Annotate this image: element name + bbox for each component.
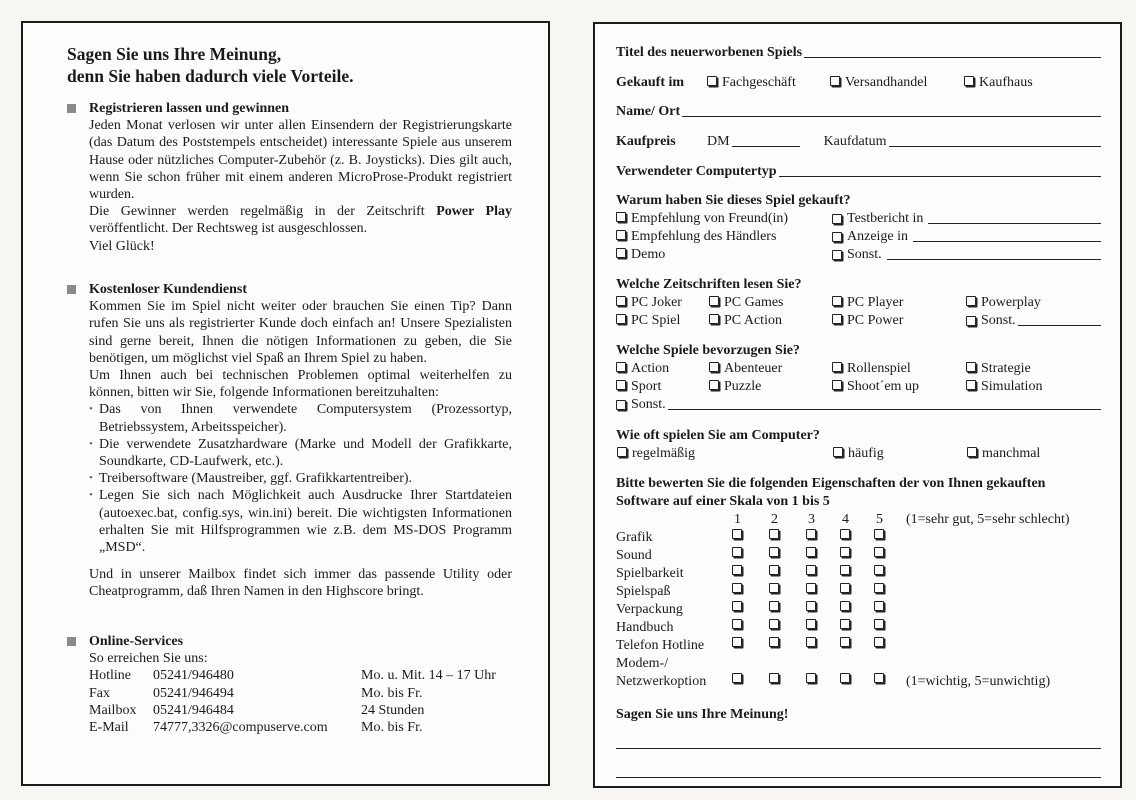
checkbox-icon[interactable]	[840, 565, 850, 575]
name-city-field[interactable]: Name/ Ort	[616, 103, 1101, 121]
list-item: • Treibersoftware (Maustreiber, ggf. Grafikkartentreiber).	[89, 470, 512, 487]
checkbox-fachgeschaeft[interactable]: Fachgeschäft	[707, 74, 830, 92]
checkbox-icon[interactable]	[616, 212, 626, 222]
checkbox-icon[interactable]	[840, 547, 850, 557]
checkbox-icon[interactable]	[616, 362, 626, 372]
checkbox-icon[interactable]	[769, 673, 779, 683]
checkbox-icon[interactable]	[806, 601, 816, 611]
checkbox-icon[interactable]	[709, 314, 719, 324]
checkbox-icon[interactable]	[874, 673, 884, 683]
checkbox-icon[interactable]	[732, 565, 742, 575]
checkbox-pc-games[interactable]: PC Games	[709, 294, 832, 312]
checkbox-icon[interactable]	[806, 583, 816, 593]
section-title: Kostenloser Kundendienst	[89, 282, 248, 297]
checkbox-icon[interactable]	[840, 583, 850, 593]
checkbox-pc-spiel[interactable]: PC Spiel	[616, 312, 709, 330]
opinion-section: Sagen Sie uns Ihre Meinung!	[616, 706, 1101, 778]
info-heading: Sagen Sie uns Ihre Meinung, denn Sie haben dadurch viele Vorteile.	[67, 44, 354, 86]
checkbox-icon[interactable]	[616, 248, 626, 258]
underline-input[interactable]	[682, 116, 1101, 117]
checkbox-powerplay[interactable]: Powerplay	[966, 294, 1101, 312]
checkbox-icon[interactable]	[840, 637, 850, 647]
rating-table: Bitte bewerten Sie die folgenden Eigenschaften der von Ihnen gekauften Software auf einer Skala von 1 bis 5 1 2 3 4 5 (1=sehr gut, 5=sehr schlecht) Grafik Sound Spielbarkeit Spielspaß Verpackung Handbuch Telefon Hotline Modem-/ Netzwerkoption (1=wichtig, 5=unwichtig)	[616, 475, 1101, 691]
checkbox-icon[interactable]	[966, 316, 976, 326]
checkbox-icon[interactable]	[874, 619, 884, 629]
genres-group: Welche Spiele bevorzugen Sie? Action Abenteuer Rollenspiel Strategie Sport Puzzle Shoot´em up Simulation Sonst.	[616, 342, 1101, 414]
section-title: Registrieren lassen und gewinnen	[89, 101, 290, 116]
checkbox-icon[interactable]	[966, 380, 976, 390]
checkbox-icon[interactable]	[616, 230, 626, 240]
checkbox-icon[interactable]	[709, 296, 719, 306]
checkbox-icon[interactable]	[806, 529, 816, 539]
section-online: Online-Services So erreichen Sie uns: Hotline 05241/946480 Mo. u. Mit. 14 – 17 Uhr Fax 05241/946494 Mo. bis Fr. Mailbox 05241/946484 24 Stunden E-Mail 74777,3326@compuserve.com Mo. bis Fr.	[67, 633, 512, 736]
checkbox-abenteuer[interactable]: Abenteuer	[709, 360, 832, 378]
checkbox-icon[interactable]	[832, 314, 842, 324]
checkbox-icon[interactable]	[840, 601, 850, 611]
checkbox-icon[interactable]	[840, 529, 850, 539]
checkbox-icon[interactable]	[732, 601, 742, 611]
checkbox-icon[interactable]	[840, 673, 850, 683]
checkbox-icon[interactable]	[769, 583, 779, 593]
game-title-input[interactable]	[804, 57, 1101, 58]
frequency-group: Wie oft spielen Sie am Computer? regelmäßig häufig manchmal	[616, 427, 1101, 463]
square-bullet-icon	[67, 104, 76, 113]
checkbox-icon[interactable]	[616, 296, 626, 306]
checkbox-icon[interactable]	[874, 583, 884, 593]
game-title-field[interactable]: Titel des neuerworbenen Spiels	[616, 44, 1101, 62]
checkbox-haeufig[interactable]: häufig	[833, 445, 967, 463]
rating-row-verpackung: Verpackung	[616, 601, 1101, 619]
info-panel	[21, 21, 550, 786]
checkbox-pc-power[interactable]: PC Power	[832, 312, 966, 330]
checkbox-icon[interactable]	[806, 637, 816, 647]
opinion-line-1[interactable]	[616, 730, 1101, 749]
checkbox-icon[interactable]	[617, 447, 627, 457]
checkbox-icon[interactable]	[709, 362, 719, 372]
checkbox-kaufhaus[interactable]: Kaufhaus	[964, 74, 1033, 92]
section-register: Registrieren lassen und gewinnen Jeden Monat verlosen wir unter allen Einsendern der Registrierungskarte (das Datum des Poststempels entscheidet) interessante Spiele aus unserem Hause oder nützliches Computer-Zubehör (z. B. Joysticks). Dies gilt auch, wenn Sie schon früher mit einem anderen MicroProse-Produkt registriert wurden. Die Gewinner werden regelmäßig in der Zeitschrift Power Play veröffentlicht. Der Rechtsweg ist ausgeschlossen. Viel Glück!	[67, 100, 512, 255]
checkbox-icon[interactable]	[732, 547, 742, 557]
checkbox-sport[interactable]: Sport	[616, 378, 709, 396]
checkbox-icon[interactable]	[806, 547, 816, 557]
bought-in-group: Gekauft im Fachgeschäft Versandhandel Kaufhaus	[616, 75, 1033, 90]
rating-row-hotline: Telefon Hotline	[616, 637, 1101, 655]
checkbox-shootemup[interactable]: Shoot´em up	[832, 378, 966, 396]
checkbox-icon[interactable]	[732, 673, 742, 683]
email-link[interactable]: 74777,3326@compuserve.com	[153, 720, 328, 736]
rating-row-grafik: Grafik	[616, 529, 1101, 547]
checkbox-icon[interactable]	[967, 447, 977, 457]
checkbox-icon[interactable]	[709, 380, 719, 390]
checkbox-pc-joker[interactable]: PC Joker	[616, 294, 709, 312]
checkbox-icon[interactable]	[874, 547, 884, 557]
registration-form	[593, 22, 1122, 788]
magazines-group: Welche Zeitschriften lesen Sie? PC Joker PC Games PC Player Powerplay PC Spiel PC Action PC Power Sonst.	[616, 276, 1101, 330]
checkbox-icon[interactable]	[769, 547, 779, 557]
rating-row-netzwerk: Netzwerkoption (1=wichtig, 5=unwichtig)	[616, 674, 1051, 689]
checkbox-icon[interactable]	[732, 637, 742, 647]
square-bullet-icon	[67, 637, 76, 646]
checkbox-icon[interactable]	[832, 232, 842, 242]
checkbox-icon[interactable]	[874, 565, 884, 575]
checkbox-icon[interactable]	[832, 296, 842, 306]
section-support: Kostenloser Kundendienst Kommen Sie im Spiel nicht weiter oder brauchen Sie einen Tip? Dann rufen Sie uns als registrierter Kunde doch einfach an! Unsere Spezialisten sind gerne bereit, Ihnen die nötigen Informationen zu geben, die Sie benötigen, um möglichst viel Spaß an Ihrem Spiel zu haben. Um Ihnen auch bei technischen Problemen optimal weiterhelfen zu können, bitten wir Sie, folgende Informationen bereitzuhalten: • Das von Ihnen verwendete Computersystem (Prozessortyp, Betriebssystem, Arbeitsspeicher). • Die verwendete Zusatzhardware (Marke und Modell der Grafikkarte, Soundkarte, CD-Laufwerk, etc.). • Treibersoftware (Maustreiber, ggf. Grafikkartentreiber). • Legen Sie sich nach Möglichkeit auch Ausdrucke Ihrer Startdateien (autoexec.bat, config.sys, win.ini) bereit. Die wichtigsten Informationen erhalten Sie mit Hilfsprogrammen wie z.B. dem MS-DOS Programm „MSD“. Und in unserer Mailbox findet sich immer das passende Utility oder Cheatprogramm, daß Ihren Namen in den Highscore bringt.	[67, 281, 512, 601]
computer-type-field[interactable]: Verwendeter Computertyp	[616, 163, 1101, 181]
requirements-list	[89, 401, 512, 556]
underline-input[interactable]	[887, 259, 1101, 260]
checkbox-haendler[interactable]: Empfehlung des Händlers	[616, 228, 832, 246]
checkbox-rollenspiel[interactable]: Rollenspiel	[832, 360, 966, 378]
square-bullet-icon	[67, 285, 76, 294]
checkbox-action[interactable]: Action	[616, 360, 709, 378]
checkbox-icon[interactable]	[964, 76, 974, 86]
rating-row-handbuch: Handbuch	[616, 619, 1101, 637]
section-title: Online-Services	[89, 634, 184, 649]
checkbox-manchmal[interactable]: manchmal	[967, 445, 1101, 463]
checkbox-versandhandel[interactable]: Versandhandel	[830, 74, 964, 92]
checkbox-anzeige[interactable]: Anzeige in	[832, 228, 1101, 246]
checkbox-demo[interactable]: Demo	[616, 246, 832, 264]
checkbox-icon[interactable]	[806, 673, 816, 683]
checkbox-icon[interactable]	[832, 214, 842, 224]
checkbox-icon[interactable]	[966, 296, 976, 306]
checkbox-icon[interactable]	[874, 601, 884, 611]
list-item: • Das von Ihnen verwendete Computersystem (Prozessortyp, Betriebssystem, Arbeitsspeicher).	[89, 401, 512, 435]
checkbox-pc-action[interactable]: PC Action	[709, 312, 832, 330]
checkbox-puzzle[interactable]: Puzzle	[709, 378, 832, 396]
checkbox-icon[interactable]	[769, 601, 779, 611]
checkbox-regelmaessig[interactable]: regelmäßig	[617, 445, 833, 463]
opinion-line-2[interactable]	[616, 759, 1101, 778]
checkbox-icon[interactable]	[806, 565, 816, 575]
checkbox-icon[interactable]	[616, 400, 626, 410]
checkbox-icon[interactable]	[832, 250, 842, 260]
checkbox-icon[interactable]	[769, 619, 779, 629]
checkbox-icon[interactable]	[966, 362, 976, 372]
rating-row-spielbarkeit: Spielbarkeit	[616, 565, 1101, 583]
checkbox-simulation[interactable]: Simulation	[966, 378, 1101, 396]
checkbox-icon[interactable]	[732, 529, 742, 539]
rating-row-spielspass: Spielspaß	[616, 583, 1101, 601]
checkbox-freund[interactable]: Empfehlung von Freund(in)	[616, 210, 832, 228]
checkbox-icon[interactable]	[707, 76, 717, 86]
underline-input[interactable]	[779, 176, 1101, 177]
checkbox-icon[interactable]	[732, 619, 742, 629]
underline-input[interactable]	[668, 409, 1101, 410]
contact-table: Hotline 05241/946480 Mo. u. Mit. 14 – 17 Uhr Fax 05241/946494 Mo. bis Fr. Mailbox 05241/946484 24 Stunden E-Mail 74777,3326@compuserve.com Mo. bis Fr.	[89, 668, 496, 736]
checkbox-testbericht[interactable]: Testbericht in	[832, 210, 1101, 228]
checkbox-icon[interactable]	[806, 619, 816, 629]
rating-scale-header: 1 2 3 4 5 (1=sehr gut, 5=sehr schlecht)	[734, 512, 1070, 527]
checkbox-icon[interactable]	[616, 380, 626, 390]
list-item: • Die verwendete Zusatzhardware (Marke und Modell der Grafikkarte, Soundkarte, CD-Laufwerk, etc.).	[89, 436, 512, 470]
price-row: Kaufpreis DM Kaufdatum	[616, 133, 1101, 151]
underline-input[interactable]	[928, 223, 1101, 224]
list-item: • Legen Sie sich nach Möglichkeit auch Ausdrucke Ihrer Startdateien (autoexec.bat, config.sys, win.ini) bereit. Die wichtigsten Informationen erhalten Sie mit Hilfsprogrammen wie z.B. dem MS-DOS Programm „MSD“.	[89, 487, 512, 556]
checkbox-icon[interactable]	[874, 637, 884, 647]
checkbox-strategie[interactable]: Strategie	[966, 360, 1101, 378]
checkbox-pc-player[interactable]: PC Player	[832, 294, 966, 312]
checkbox-icon[interactable]	[830, 76, 840, 86]
underline-input[interactable]	[1018, 325, 1101, 326]
why-bought-group: Warum haben Sie dieses Spiel gekauft? Empfehlung von Freund(in) Testbericht in Empfehlung des Händlers Anzeige in Demo Sonst.	[616, 192, 1101, 264]
checkbox-genre-sonst[interactable]: Sonst.	[616, 396, 1101, 414]
checkbox-icon[interactable]	[833, 447, 843, 457]
checkbox-sonst[interactable]: Sonst.	[832, 246, 1101, 264]
checkbox-icon[interactable]	[769, 637, 779, 647]
checkbox-icon[interactable]	[769, 529, 779, 539]
checkbox-magazine-sonst[interactable]: Sonst.	[966, 312, 1101, 330]
rating-row-sound: Sound	[616, 547, 1101, 565]
checkbox-icon[interactable]	[732, 583, 742, 593]
checkbox-icon[interactable]	[874, 529, 884, 539]
checkbox-icon[interactable]	[769, 565, 779, 575]
checkbox-icon[interactable]	[840, 619, 850, 629]
checkbox-icon[interactable]	[832, 380, 842, 390]
checkbox-icon[interactable]	[616, 314, 626, 324]
price-input[interactable]	[732, 146, 800, 147]
checkbox-icon[interactable]	[832, 362, 842, 372]
purchase-date-input[interactable]	[889, 146, 1101, 147]
underline-input[interactable]	[913, 241, 1101, 242]
